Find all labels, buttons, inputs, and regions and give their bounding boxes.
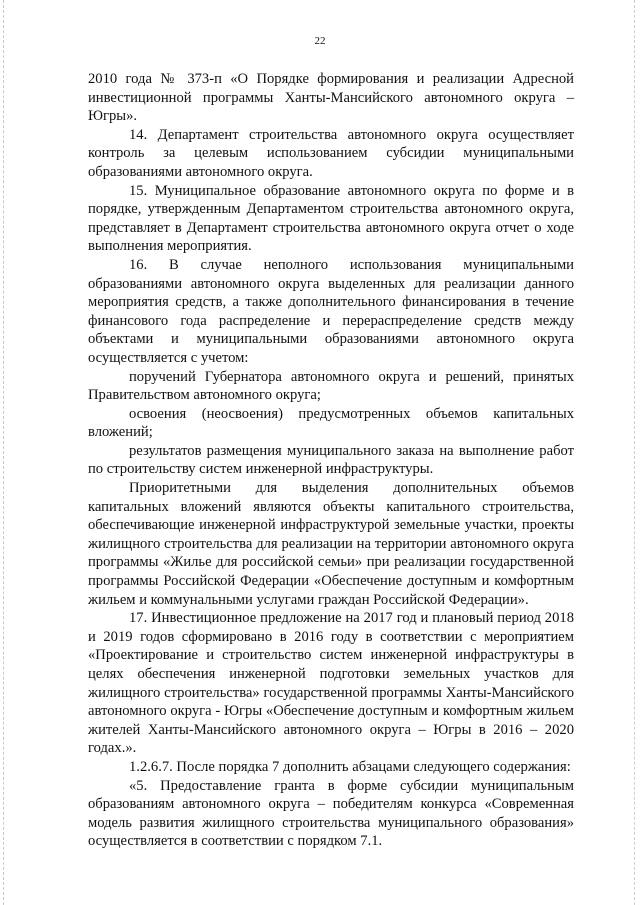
paragraph-14-control: 14. Департамент строительства автономного округа осуществляет контроль за целевым использованием субсидии муниципальными образованиями автономного округа.	[88, 126, 574, 180]
paragraph-address-program-ref: 2010 года № 373-п «О Порядке формирования и реализации Адресной инвестиционной программы Ханты-Мансийского автономного округа – Югры».	[88, 71, 574, 125]
scan-edge-right	[634, 0, 635, 905]
paragraph-17-investment-proposal: 17. Инвестиционное предложение на 2017 год и плановый период 2018 и 2019 годов сформировано в 2016 году в соответствии с мероприятием «Проектирование и строительство систем инженерной инфраструктуры в целях обеспечения инженерной подготовки земельных участков для жилищного строительства» государственной программы Ханты-Мансийского автономного округа - Югры «Обеспечение доступным и комфортным жильем жителей Ханты-Мансийского автономного округа – Югры в 2016 – 2020 годах.».	[88, 610, 574, 757]
paragraph-5-grant: «5. Предоставление гранта в форме субсидии муниципальным образованиям автономного округа – победителям конкурса «Современная модель развития жилищного строительства муниципального образования» осуществляется в соответствии с порядком 7.1.	[88, 777, 574, 850]
document-body	[88, 70, 574, 851]
paragraph-governor-orders: поручений Губернатора автономного округа и решений, принятых Правительством автономного округа;	[88, 368, 574, 404]
paragraph-1-2-6-7: 1.2.6.7. После порядка 7 дополнить абзацами следующего содержания:	[129, 758, 571, 775]
paragraph-capital-investment: освоения (неосвоения) предусмотренных объемов капитальных вложений;	[88, 405, 574, 441]
paragraph-priority-objects: Приоритетными для выделения дополнительных объемов капитальных вложений являются объекты капитального строительства, обеспечивающие инженерной инфраструктурой земельные участки, проекты жилищного строительства для реализации на территории автономного округа программы «Жилье для российской семьи» при реализации государственной программы Российской Федерации «Обеспечение доступным и комфортным жильем и коммунальными услугами граждан Российской Федерации».	[88, 480, 574, 608]
paragraph-15-report: 15. Муниципальное образование автономного округа по форме и в порядке, утвержденным Департаментом строительства автономного округа, представляет в Департамент строительства автономного округа отчет о ходе выполнения мероприятия.	[88, 182, 574, 255]
paragraph-procurement-results: результатов размещения муниципального заказа на выполнение работ по строительству систем инженерной инфраструктуры.	[88, 442, 574, 478]
scan-edge-left	[3, 0, 4, 905]
paragraph-16-redistribution: 16. В случае неполного использования муниципальными образованиями автономного округа выделенных для реализации данного мероприятия средств, а также дополнительного финансирования в течение финансового года распределение и перераспределение средств между объектами и муниципальными образованиями автономного округа осуществляется с учетом:	[88, 256, 574, 366]
page-number: 22	[314, 35, 326, 47]
